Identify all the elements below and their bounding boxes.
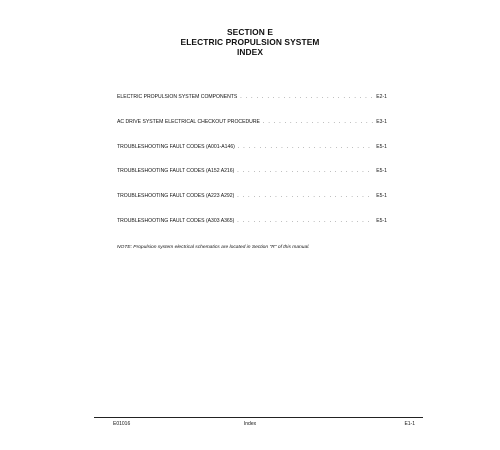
dot-leader xyxy=(240,94,373,101)
toc-entry-page: E5-1 xyxy=(376,143,387,150)
toc-entry[interactable] xyxy=(117,119,387,126)
table-of-contents xyxy=(117,94,387,243)
dot-leader xyxy=(237,193,373,200)
toc-entry-page: E3-1 xyxy=(376,118,387,125)
toc-entry-title: TROUBLESHOOTING FAULT CODES (A152 A216) xyxy=(117,168,235,175)
toc-entry-title: TROUBLESHOOTING FAULT CODES (A303 A365) xyxy=(117,217,235,224)
toc-entry[interactable] xyxy=(117,144,387,151)
footer-section-label: Index xyxy=(243,421,257,427)
toc-entry[interactable] xyxy=(117,218,387,225)
toc-entry-title: AC DRIVE SYSTEM ELECTRICAL CHECKOUT PROCEDURE xyxy=(117,118,260,125)
toc-entry-page: E5-1 xyxy=(376,217,387,224)
schematics-note: NOTE: Propulsion system electrical schematics are located in Section "R" of this manual. xyxy=(117,245,310,250)
dot-leader xyxy=(237,168,373,175)
section-title: SECTION E xyxy=(226,27,274,37)
dot-leader xyxy=(238,144,373,151)
footer-document-code: E01016 xyxy=(113,421,131,427)
toc-entry-page: E2-1 xyxy=(376,94,387,100)
dot-leader xyxy=(263,119,373,126)
toc-entry-page: E5-1 xyxy=(376,193,387,200)
index-title: INDEX xyxy=(236,47,264,57)
section-subtitle: ELECTRIC PROPULSION SYSTEM xyxy=(180,37,320,47)
toc-entry-page: E5-1 xyxy=(376,168,387,175)
toc-entry[interactable] xyxy=(117,168,387,175)
toc-entry-title: TROUBLESHOOTING FAULT CODES (A001-A146) xyxy=(117,143,235,150)
footer-page-number: E1-1 xyxy=(404,421,415,427)
toc-entry-title: ELECTRIC PROPULSION SYSTEM COMPONENTS xyxy=(117,94,238,100)
dot-leader xyxy=(237,218,373,225)
toc-entry-title: TROUBLESHOOTING FAULT CODES (A223 A292) xyxy=(117,193,235,200)
toc-entry[interactable] xyxy=(117,193,387,200)
toc-entry[interactable] xyxy=(117,94,387,101)
footer-divider xyxy=(94,417,423,418)
section-heading xyxy=(0,27,500,57)
